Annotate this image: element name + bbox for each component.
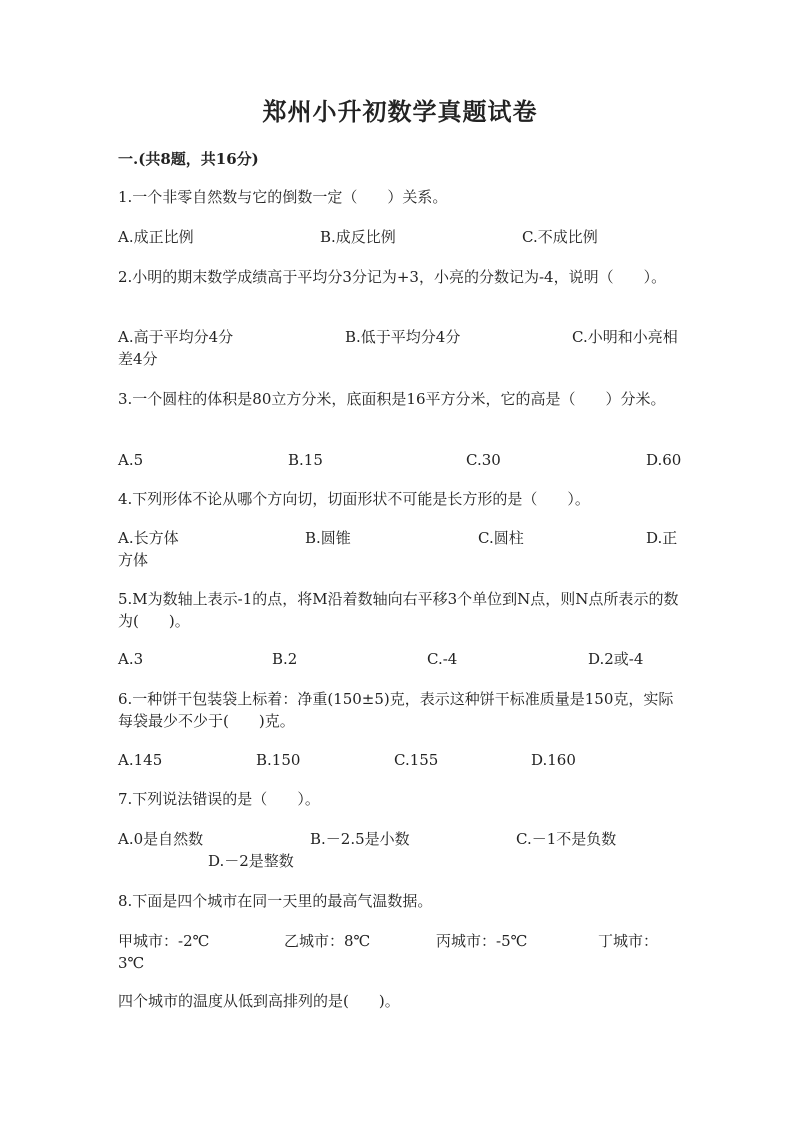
option-c: C.－1不是负数: [516, 830, 617, 848]
section-heading: 一.(共8题，共16分): [118, 150, 259, 168]
question-3: [118, 388, 684, 410]
option-c: C.不成比例: [522, 228, 598, 246]
city-yi-temp: 乙城市：8℃: [284, 932, 371, 950]
option-b: B.成反比例: [320, 228, 396, 246]
question-2: [118, 266, 684, 288]
question-stem: 6.一种饼干包装袋上标着：净重(150±5)克，表示这种饼干标准质量是150克，实际每袋最少不少于( )克。: [118, 690, 674, 730]
city-bing-temp: 丙城市：-5℃: [436, 932, 528, 950]
option-b: B.圆锥: [305, 529, 351, 547]
option-c: C.小明和小亮相差4分: [118, 328, 678, 368]
question-4: [118, 488, 684, 510]
option-a: A.0是自然数: [118, 830, 204, 848]
option-a: A.高于平均分4分: [118, 328, 234, 346]
city-ding-temp: 丁城市：3℃: [118, 932, 659, 972]
question-stem: 3.一个圆柱的体积是80立方分米，底面积是16平方分米，它的高是（ ）分米。: [118, 390, 666, 408]
option-d: D.－2是整数: [208, 852, 294, 870]
option-b: B.低于平均分4分: [345, 328, 461, 346]
option-d: D.160: [531, 751, 576, 769]
option-b: B.－2.5是小数: [310, 830, 410, 848]
option-c: C.155: [394, 751, 439, 769]
question-7: [118, 788, 684, 810]
option-a: A.3: [118, 650, 144, 668]
question-stem: 4.下列形体不论从哪个方向切，切面形状不可能是长方形的是（ ）。: [118, 490, 590, 508]
option-d: D.2或-4: [588, 650, 644, 668]
option-a: A.长方体: [118, 529, 179, 547]
option-a: A.145: [118, 751, 163, 769]
option-c: C.30: [466, 451, 501, 469]
question-stem: 7.下列说法错误的是（ ）。: [118, 790, 320, 808]
question-8-followup: 四个城市的温度从低到高排列的是( )。: [118, 992, 400, 1010]
question-stem: 8.下面是四个城市在同一天里的最高气温数据。: [118, 892, 433, 910]
question-stem: 2.小明的期末数学成绩高于平均分3分记为+3，小亮的分数记为-4，说明（ ）。: [118, 268, 667, 286]
option-a: A.成正比例: [118, 228, 194, 246]
city-jia-temp: 甲城市：-2℃: [118, 932, 210, 950]
question-stem: 5.M为数轴上表示-1的点，将M沿着数轴向右平移3个单位到N点，则N点所表示的数为( )。: [118, 590, 679, 630]
page-title: 郑州小升初数学真题试卷: [262, 97, 538, 126]
option-b: B.150: [256, 751, 301, 769]
option-d: D.60: [646, 451, 682, 469]
question-1: [118, 186, 684, 208]
option-b: B.15: [288, 451, 323, 469]
question-stem: 1.一个非零自然数与它的倒数一定（ ）关系。: [118, 188, 448, 206]
option-d: D.正方体: [118, 529, 678, 569]
option-b: B.2: [272, 650, 298, 668]
question-6: [118, 688, 684, 732]
option-a: A.5: [118, 451, 144, 469]
option-c: C.-4: [427, 650, 458, 668]
question-5: [118, 588, 684, 632]
question-8: [118, 890, 684, 912]
option-c: C.圆柱: [478, 529, 524, 547]
